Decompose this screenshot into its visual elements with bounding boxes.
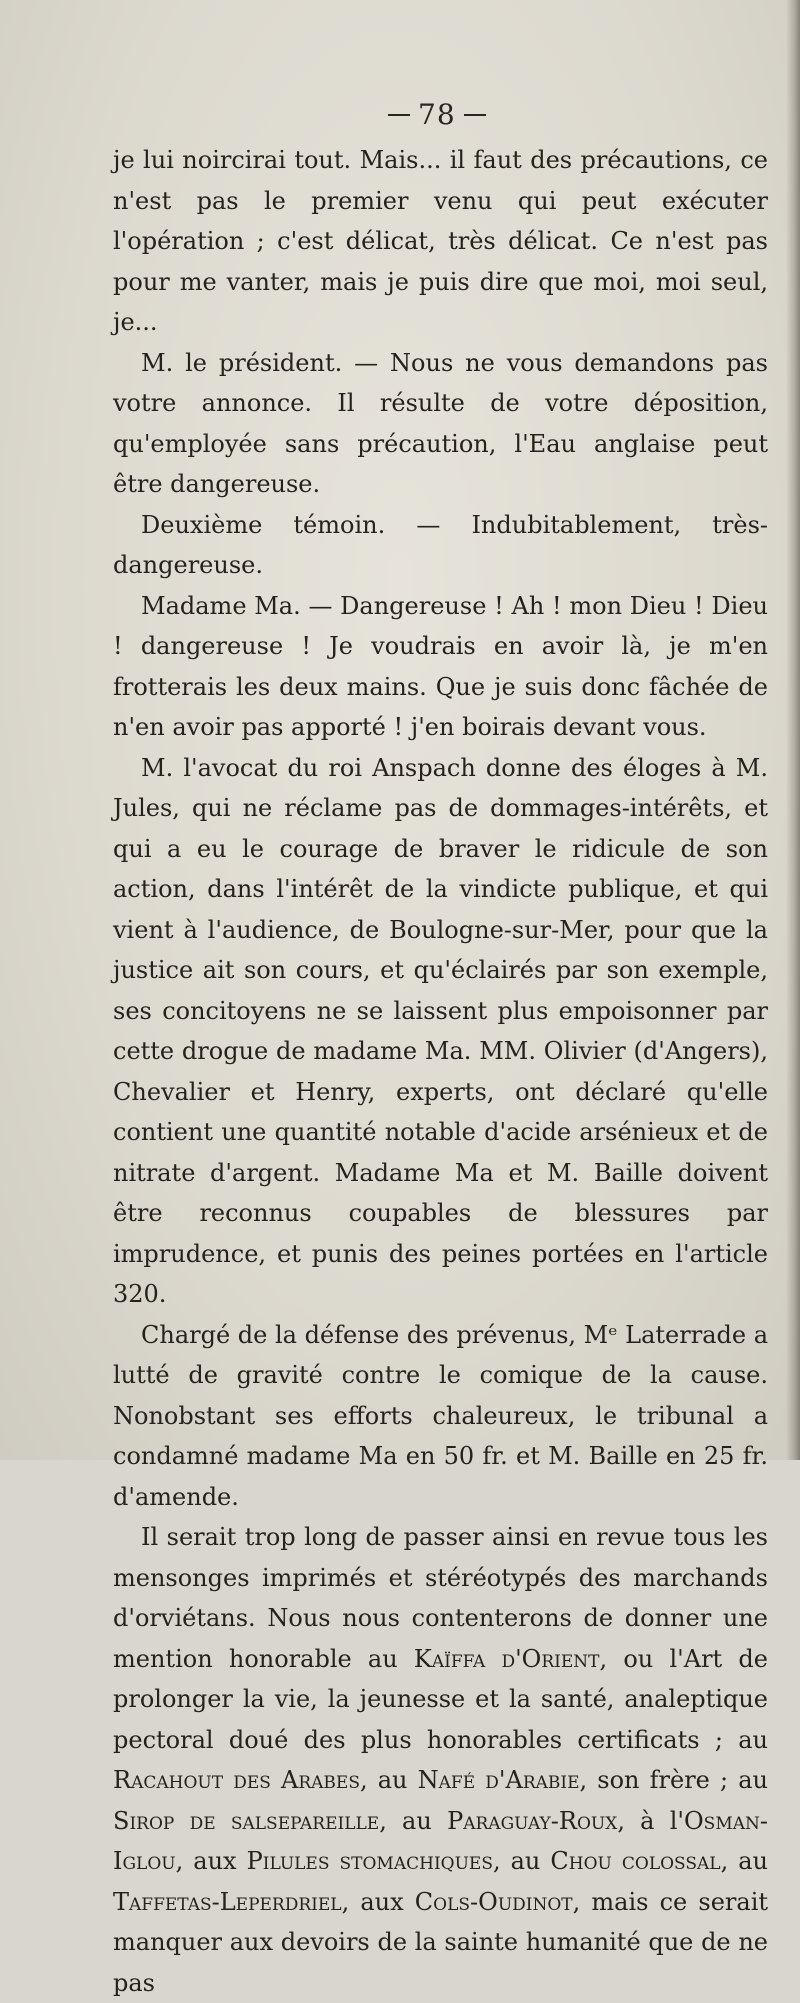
product-name: Paraguay-Roux [447, 1806, 618, 1835]
paragraph [113, 586, 768, 748]
paragraph [113, 140, 768, 343]
paragraph [113, 505, 768, 586]
text-run: , à l' [617, 1806, 684, 1835]
paragraph [113, 1517, 768, 2003]
text-run: , son frère ; au [579, 1766, 769, 1794]
paragraph [113, 1315, 768, 1518]
page-number-dash-left [388, 114, 410, 116]
product-name: Nafé d'Arabie [417, 1766, 580, 1794]
text-run: , ou l'Art de prolonger la vie, la jeunesse et la santé, analeptique pectoral doué des plus honorables certificats ; au [113, 1644, 768, 1754]
text-run: Deuxième témoin. — Indubitablement, très-dangereuse. [113, 510, 768, 579]
text-run: , au [359, 1766, 418, 1794]
text-run: , au [492, 1847, 551, 1875]
text-run: Madame Ma. — Dangereuse ! Ah ! mon Dieu ! Dieu ! dangereuse ! Je voudrais en avoir là, je m'en frotterais les deux mains. Que je suis donc fâchée de n'en avoir pas apporté ! j'en boirais devant vous. [113, 591, 768, 741]
text-run: M. le président. — Nous ne vous demandons pas votre annonce. Il résulte de votre déposition, qu'employée sans précaution, l'Eau anglaise peut être dangereuse. [113, 348, 768, 498]
text-run: Chargé de la défense des prévenus, Mᵉ Laterrade a lutté de gravité contre le comique de la cause. Nonobstant ses efforts chaleureux, le tribunal a condamné madame Ma en 50 fr. et M. Baille en 25 fr. d'amende. [113, 1320, 769, 1511]
product-name: Chou colossal [550, 1847, 721, 1875]
body-text [113, 140, 768, 2003]
product-name: Cols-Oudinot [414, 1887, 573, 1916]
text-run: Il serait trop long de passer ainsi en revue tous les mensonges imprimés et stéréotypés des marchands d'orviétans. Nous nous contenterons de donner une mention honorable au [113, 1523, 768, 1673]
text-run: , aux [175, 1847, 247, 1875]
text-run: , aux [341, 1887, 415, 1916]
product-name: Kaïffa d'Orient [413, 1644, 600, 1673]
product-name: Sirop de salsepareille [113, 1806, 380, 1835]
text-run: M. l'avocat du roi Anspach donne des éloges à M. Jules, qui ne réclame pas de dommages-intérêts, et qui a eu le courage de braver le ridicule de son action, dans l'intérêt de la vindicte publique, et qui vient à l'audience, de Boulogne-sur-Mer, pour que la justice ait son cours, et qu'éclairés par son exemple, ses concitoyens ne se laissent plus empoisonner par cette drogue de madame Ma. MM. Olivier (d'Angers), Chevalier et Henry, experts, ont déclaré qu'elle contient une quantité notable d'acide arsénieux et de nitrate d'argent. Madame Ma et M. Baille doivent être reconnus coupables de blessures par imprudence, et punis des peines portées en l'article 320. [113, 753, 768, 1308]
product-name: Racahout des Arabes [113, 1766, 360, 1794]
product-name: Taffetas-Leperdriel [113, 1887, 342, 1916]
product-name: Osman-Iglou [113, 1806, 768, 1875]
page-number [380, 96, 494, 131]
page-spine-shadow [786, 0, 800, 1460]
paragraph [113, 343, 768, 505]
text-run: , mais ce serait manquer aux devoirs de la sainte humanité que de ne pas [113, 1887, 769, 1997]
text-run: , au [720, 1847, 769, 1875]
product-name: Pilules stomachiques [246, 1847, 493, 1875]
page-number-value: 78 [418, 98, 456, 131]
text-run: , au [379, 1806, 448, 1835]
text-run: je lui noircirai tout. Mais... il faut des précautions, ce n'est pas le premier venu qui peut exécuter l'opération ; c'est délicat, très délicat. Ce n'est pas pour me vanter, mais je puis dire que moi, moi seul, je... [113, 146, 768, 336]
page-number-dash-right [464, 114, 486, 116]
paragraph [113, 748, 768, 1315]
